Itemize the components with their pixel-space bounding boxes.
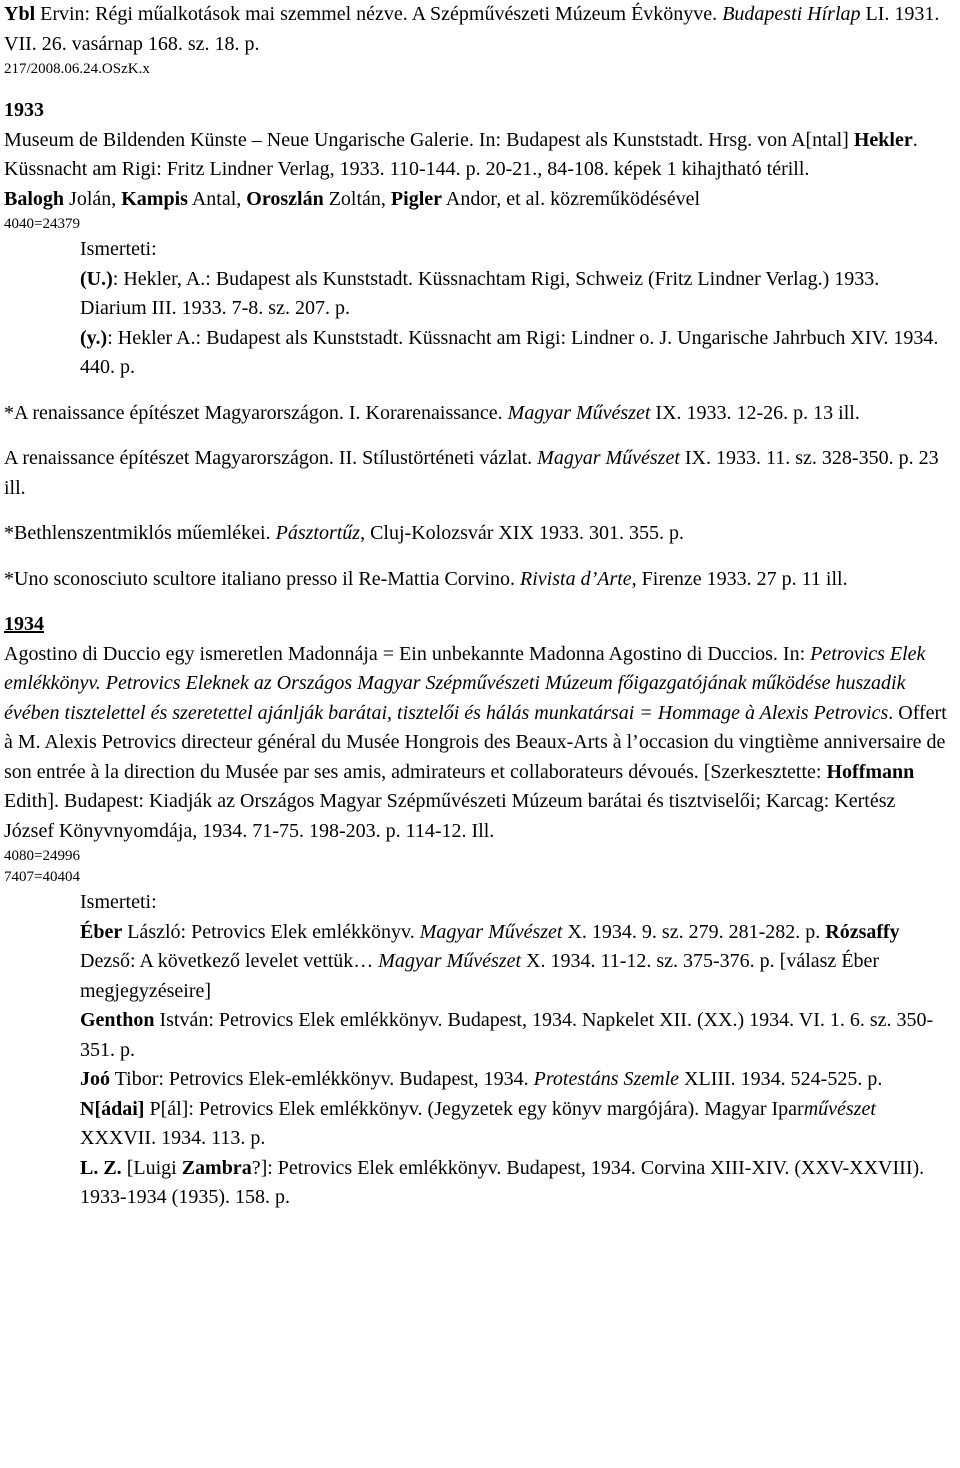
review-item: (U.): Hekler, A.: Budapest als Kunststadt. Küssnachtam Rigi, Schweiz (Fritz Lindner Verlag.) 1933. Diarium III. 1933. 7-8. sz. 207. p. bbox=[80, 267, 880, 319]
catalog-code: 4040=24379 bbox=[4, 216, 80, 232]
entry-renaissance-2: A renaissance építészet Magyarországon. II. Stílustörténeti vázlat. Magyar Művészet IX. 1933. 11. sz. 328-350. p. 23 ill. bbox=[4, 447, 939, 499]
review-item: (y.): Hekler A.: Budapest als Kunststadt. Küssnacht am Rigi: Lindner o. J. Ungarische Jahrbuch XIV. 1934. 440. p. bbox=[80, 326, 939, 378]
catalog-code: 217/2008.06.24.OSzK.x bbox=[4, 61, 150, 77]
review-label: Ismerteti: bbox=[80, 238, 157, 260]
entry-museum: Museum de Bildenden Künste – Neue Ungarische Galerie. In: Budapest als Kunststadt. Hrsg. von A[ntal] Hekler. Küssnacht am Rigi: Fritz Lindner Verlag, 1933. 110-144. p. 20-21., 84-108. képek 1 kihajtható térill. bbox=[4, 128, 918, 180]
entry-agostino: Agostino di Duccio egy ismeretlen Madonnája = Ein unbekannte Madonna Agostino di Duccios. In: Petrovics Elek emlékkönyv. Petrovics Eleknek az Országos Magyar Szépművészeti Múzeum főigazgatójának működése huszadik évében tisztelettel és szeretettel ajánlják barátai, tisztelői és hálás munkatársai = Hommage à Alexis Petrovics. Offert à M. Alexis Petrovics directeur général du Musée Hongrois des Beaux-Arts à l’occasion du vingtième anniversaire de son entrée à la direction du Musée par ses amis, admirateurs et collaborateurs dévoués. [Szerkesztette: Hoffmann Edith]. Budapest: Kiadják az Országos Magyar Szépművészeti Múzeum barátai és tisztviselői; Karcag: Kertész József Könyvnyomdája, 1934. 71-75. 198-203. p. 114-12. Ill. bbox=[4, 642, 947, 842]
catalog-code: 4080=24996 bbox=[4, 848, 80, 864]
review-item: N[ádai] P[ál]: Petrovics Elek emlékkönyv. (Jegyzetek egy könyv margójára). Magyar Iparművészet XXXVII. 1934. 113. p. bbox=[80, 1097, 876, 1149]
review-item: Éber László: Petrovics Elek emlékkönyv. Magyar Művészet X. 1934. 9. sz. 279. 281-282. p. Rózsaffy Dezső: A következő levelet vettük… Magyar Művészet X. 1934. 11-12. sz. 375-376. p. [válasz Éber megjegyzéseire] bbox=[80, 920, 900, 1002]
entry-bethlenszentmiklos: *Bethlenszentmiklós műemlékei. Pásztortűz, Cluj-Kolozsvár XIX 1933. 301. 355. p. bbox=[4, 522, 684, 544]
review-item: L. Z. [Luigi Zambra?]: Petrovics Elek emlékkönyv. Budapest, 1934. Corvina XIII-XIV. (XXV-XXVIII). 1933-1934 (1935). 158. p. bbox=[80, 1156, 925, 1208]
review-label: Ismerteti: bbox=[80, 891, 157, 913]
review-item: Joó Tibor: Petrovics Elek-emlékkönyv. Budapest, 1934. Protestáns Szemle XLIII. 1934. 524-525. p. bbox=[80, 1068, 883, 1090]
year-heading-1933: 1933 bbox=[4, 99, 44, 121]
entry-museum-contributors: Balogh Jolán, Kampis Antal, Oroszlán Zoltán, Pigler Andor, et al. közreműködésével bbox=[4, 187, 701, 210]
entry-uno-sconosciuto: *Uno sconosciuto scultore italiano presso il Re-Mattia Corvino. Rivista d’Arte, Firenze 1933. 27 p. 11 ill. bbox=[4, 567, 848, 590]
catalog-code: 7407=40404 bbox=[4, 869, 80, 885]
entry-renaissance-1: *A renaissance építészet Magyarországon. I. Korarenaissance. Magyar Művészet IX. 1933. 12-26. p. 13 ill. bbox=[4, 401, 860, 424]
year-heading-1934: 1934 bbox=[4, 613, 44, 635]
entry-1931: Ybl Ervin: Régi műalkotások mai szemmel nézve. A Szépművészeti Múzeum Évkönyve. Budapesti Hírlap LI. 1931. VII. 26. vasárnap 168. sz. 18. p. bbox=[4, 3, 940, 55]
review-item: Genthon István: Petrovics Elek emlékkönyv. Budapest, 1934. Napkelet XII. (XX.) 1934. VI. 1. 6. sz. 350-351. p. bbox=[80, 1009, 934, 1061]
